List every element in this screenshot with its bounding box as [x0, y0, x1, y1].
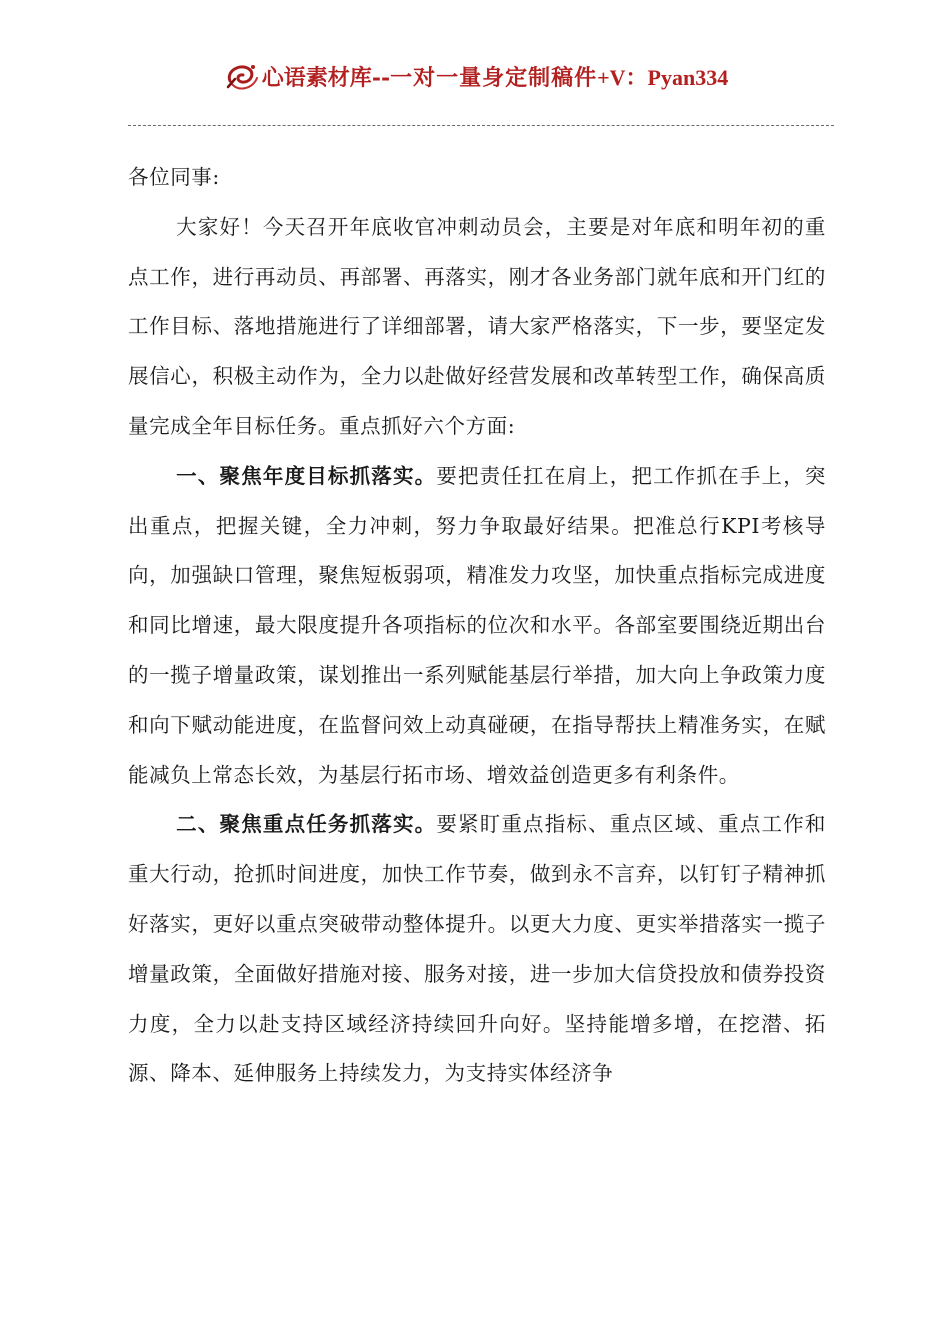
red-swirl-logo-icon [222, 59, 262, 95]
header-divider [128, 125, 834, 126]
brand-name: 心语素材库 [261, 65, 372, 91]
header-contact: +V：Pyan334 [597, 65, 729, 90]
page-header [0, 58, 950, 98]
section-heading: 二、聚焦重点任务抓落实。 [176, 812, 437, 837]
section-paragraph [128, 452, 826, 801]
section-text: 要把责任扛在肩上，把工作抓在手上，突出重点，把握关键，全力冲刺，努力争取最好结果。把准总行KPI考核导向，加强缺口管理，聚焦短板弱项，精准发力攻坚，加快重点指标完成进度和同比增速，最大限度提升各项指标的位次和水平。各部室要围绕近期出台的一揽子增量政策，谋划推出一系列赋能基层行举措，加大向上争政策力度和向下赋动能进度，在监督问效上动真碰硬，在指导帮扶上精准务实，在赋能减负上常态长效，为基层行拓市场、增效益创造更多有利条件。 [128, 463, 826, 787]
salutation: 各位同事: [128, 165, 220, 189]
header-slogan: 一对一量身定制稿件 [390, 65, 598, 91]
section-text: 要紧盯重点指标、重点区域、重点工作和重大行动，抢抓时间进度，加快工作节奏，做到永不言弃，以钉钉子精神抓好落实，更好以重点突破带动整体提升。以更大力度、更实举措落实一揽子增量政策，全面做好措施对接、服务对接，进一步加大信贷投放和债券投资力度，全力以赴支持区域经济持续回升向好。坚持能增多增，在挖潜、拓源、降本、延伸服务上持续发力，为支持实体经济争 [128, 812, 826, 1086]
header-separator: -- [371, 65, 391, 91]
section-heading: 一、聚焦年度目标抓落实。 [176, 463, 437, 488]
section-paragraph [128, 800, 826, 1099]
document-body [128, 153, 826, 1099]
intro-paragraph: 大家好！今天召开年底收官冲刺动员会，主要是对年底和明年初的重点工作，进行再动员、再部署、再落实，刚才各业务部门就年底和开门红的工作目标、落地措施进行了详细部署，请大家严格落实，下一步，要坚定发展信心，积极主动作为，全力以赴做好经营发展和改革转型工作，确保高质量完成全年目标任务。重点抓好六个方面: [128, 214, 826, 438]
